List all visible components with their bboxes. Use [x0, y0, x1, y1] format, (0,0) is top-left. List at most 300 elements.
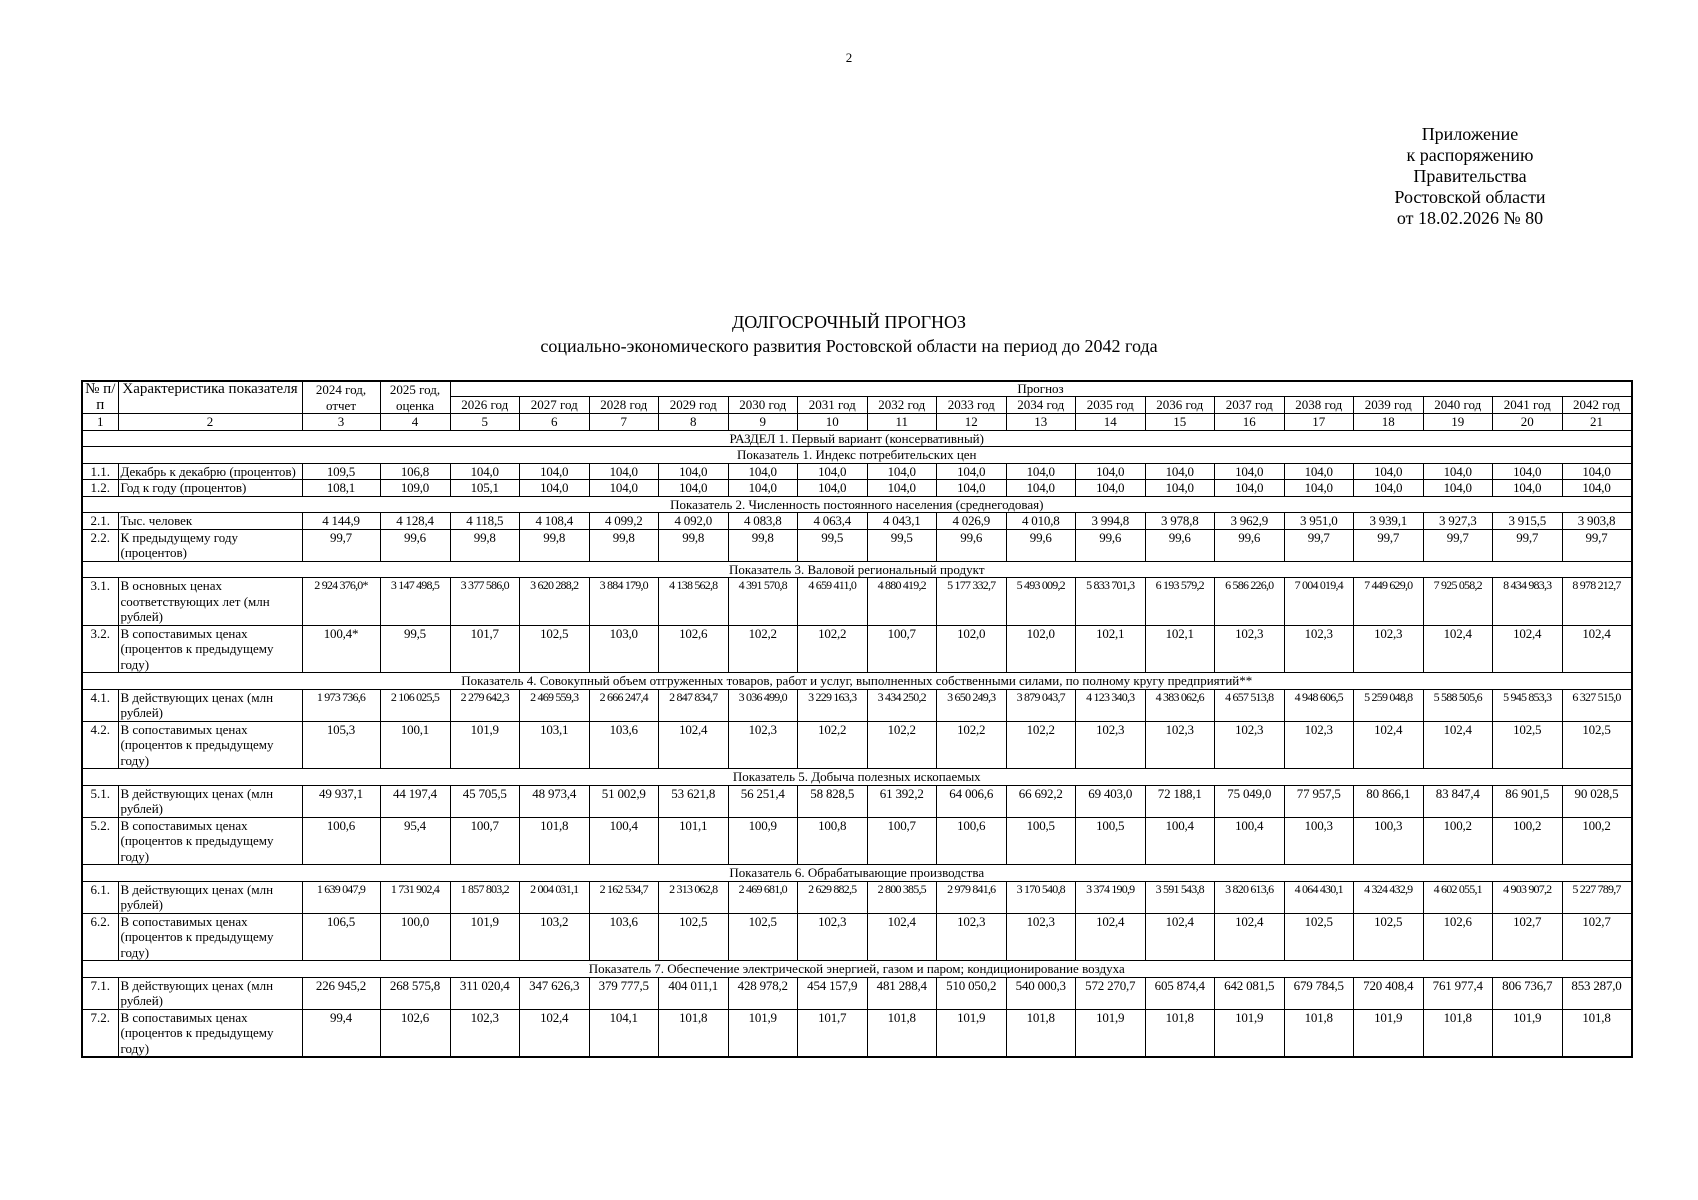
row-number: 7.2. — [82, 1009, 118, 1057]
value-cell: 104,0 — [1493, 480, 1563, 497]
table-row — [82, 977, 1632, 1009]
value-cell: 102,3 — [1145, 721, 1215, 769]
value-cell: 102,2 — [937, 721, 1007, 769]
value-cell: 102,2 — [1006, 721, 1076, 769]
value-cell: 102,3 — [728, 721, 798, 769]
value-cell: 3 879 043,7 — [1006, 689, 1076, 721]
value-cell: 106,8 — [380, 463, 450, 480]
value-cell: 104,0 — [520, 480, 590, 497]
table-row — [82, 625, 1632, 673]
row-label: В действующих ценах (млн рублей) — [118, 977, 302, 1009]
value-cell: 102,4 — [1145, 913, 1215, 961]
value-cell: 5 259 048,8 — [1354, 689, 1424, 721]
value-cell: 454 157,9 — [798, 977, 868, 1009]
section-row — [82, 430, 1632, 447]
value-cell: 1 857 803,2 — [450, 881, 520, 913]
value-cell: 1 731 902,4 — [380, 881, 450, 913]
value-cell: 104,1 — [589, 1009, 659, 1057]
value-cell: 99,8 — [659, 529, 729, 561]
value-cell: 8 434 983,3 — [1493, 578, 1563, 626]
value-cell: 4 108,4 — [520, 513, 590, 530]
value-cell: 4 118,5 — [450, 513, 520, 530]
column-number: 8 — [659, 414, 729, 431]
row-number: 4.1. — [82, 689, 118, 721]
value-cell: 2 004 031,1 — [520, 881, 590, 913]
row-label: В сопоставимых ценах (процентов к предыдущему году) — [118, 1009, 302, 1057]
value-cell: 761 977,4 — [1423, 977, 1493, 1009]
header-year: 2033 год — [937, 397, 1007, 414]
value-cell: 100,4 — [1215, 817, 1285, 865]
value-cell: 572 270,7 — [1076, 977, 1146, 1009]
value-cell: 80 866,1 — [1354, 785, 1424, 817]
value-cell: 4 099,2 — [589, 513, 659, 530]
value-cell: 720 408,4 — [1354, 977, 1424, 1009]
value-cell: 5 833 701,3 — [1076, 578, 1146, 626]
indicator-title: Показатель 1. Индекс потребительских цен — [82, 447, 1632, 464]
column-number: 9 — [728, 414, 798, 431]
value-cell: 4 064 430,1 — [1284, 881, 1354, 913]
value-cell: 99,8 — [520, 529, 590, 561]
value-cell: 102,5 — [728, 913, 798, 961]
value-cell: 226 945,2 — [302, 977, 380, 1009]
value-cell: 99,8 — [450, 529, 520, 561]
value-cell: 102,3 — [450, 1009, 520, 1057]
value-cell: 103,6 — [589, 913, 659, 961]
document-subtitle: социально-экономического развития Ростовской области на период до 2042 года — [540, 336, 1158, 356]
value-cell: 101,7 — [798, 1009, 868, 1057]
value-cell: 104,0 — [1076, 480, 1146, 497]
value-cell: 104,0 — [1354, 463, 1424, 480]
header-year: 2032 год — [867, 397, 937, 414]
value-cell: 75 049,0 — [1215, 785, 1285, 817]
value-cell: 77 957,5 — [1284, 785, 1354, 817]
value-cell: 3 978,8 — [1145, 513, 1215, 530]
value-cell: 101,9 — [1076, 1009, 1146, 1057]
value-cell: 104,0 — [937, 463, 1007, 480]
value-cell: 90 028,5 — [1562, 785, 1632, 817]
row-number: 2.1. — [82, 513, 118, 530]
value-cell: 102,1 — [1076, 625, 1146, 673]
value-cell: 4 138 562,8 — [659, 578, 729, 626]
document-title-block — [0, 310, 1698, 358]
value-cell: 102,3 — [1215, 721, 1285, 769]
header-year: 2030 год — [728, 397, 798, 414]
value-cell: 104,0 — [1284, 463, 1354, 480]
row-label: Год к году (процентов) — [118, 480, 302, 497]
value-cell: 104,0 — [1145, 463, 1215, 480]
value-cell: 4 880 419,2 — [867, 578, 937, 626]
header-year: 2037 год — [1215, 397, 1285, 414]
value-cell: 69 403,0 — [1076, 785, 1146, 817]
value-cell: 1 973 736,6 — [302, 689, 380, 721]
document-title: ДОЛГОСРОЧНЫЙ ПРОГНОЗ — [731, 312, 967, 332]
value-cell: 2 924 376,0* — [302, 578, 380, 626]
value-cell: 5 177 332,7 — [937, 578, 1007, 626]
value-cell: 100,7 — [867, 817, 937, 865]
value-cell: 2 800 385,5 — [867, 881, 937, 913]
indicator-row — [82, 561, 1632, 578]
value-cell: 108,1 — [302, 480, 380, 497]
value-cell: 4 063,4 — [798, 513, 868, 530]
row-label: В действующих ценах (млн рублей) — [118, 689, 302, 721]
indicator-title: Показатель 3. Валовой региональный продукт — [82, 561, 1632, 578]
value-cell: 2 279 642,3 — [450, 689, 520, 721]
value-cell: 4 083,8 — [728, 513, 798, 530]
header-year: 2039 год — [1354, 397, 1424, 414]
value-cell: 102,3 — [1006, 913, 1076, 961]
header-2025: 2025 год, оценка — [380, 381, 450, 414]
appendix-line: от 18.02.2026 № 80 — [1396, 208, 1544, 228]
value-cell: 3 927,3 — [1423, 513, 1493, 530]
appendix-line: Ростовской области — [1394, 187, 1546, 207]
value-cell: 102,5 — [520, 625, 590, 673]
indicator-title: Показатель 2. Численность постоянного населения (среднегодовая) — [82, 496, 1632, 513]
row-label: В сопоставимых ценах (процентов к предыдущему году) — [118, 721, 302, 769]
value-cell: 104,0 — [867, 480, 937, 497]
appendix-line: Приложение — [1421, 124, 1519, 144]
value-cell: 3 650 249,3 — [937, 689, 1007, 721]
appendix-block — [1360, 124, 1580, 229]
value-cell: 4 010,8 — [1006, 513, 1076, 530]
column-number: 1 — [82, 414, 118, 431]
table-row — [82, 529, 1632, 561]
value-cell: 102,5 — [1284, 913, 1354, 961]
value-cell: 540 000,3 — [1006, 977, 1076, 1009]
value-cell: 101,9 — [450, 913, 520, 961]
indicator-row — [82, 496, 1632, 513]
value-cell: 104,0 — [1493, 463, 1563, 480]
header-2024: 2024 год, отчет — [302, 381, 380, 414]
value-cell: 2 162 534,7 — [589, 881, 659, 913]
indicator-row — [82, 769, 1632, 786]
value-cell: 102,3 — [1354, 625, 1424, 673]
row-label: В сопоставимых ценах (процентов к предыдущему году) — [118, 625, 302, 673]
value-cell: 101,9 — [450, 721, 520, 769]
value-cell: 51 002,9 — [589, 785, 659, 817]
header-year: 2038 год — [1284, 397, 1354, 414]
value-cell: 44 197,4 — [380, 785, 450, 817]
header-year: 2031 год — [798, 397, 868, 414]
value-cell: 102,4 — [1354, 721, 1424, 769]
row-number: 1.2. — [82, 480, 118, 497]
value-cell: 104,0 — [1284, 480, 1354, 497]
value-cell: 99,7 — [1284, 529, 1354, 561]
value-cell: 101,9 — [1354, 1009, 1424, 1057]
value-cell: 56 251,4 — [728, 785, 798, 817]
value-cell: 102,4 — [1562, 625, 1632, 673]
value-cell: 102,3 — [798, 913, 868, 961]
indicator-title: Показатель 5. Добыча полезных ископаемых — [82, 769, 1632, 786]
value-cell: 4 123 340,3 — [1076, 689, 1146, 721]
value-cell: 99,8 — [728, 529, 798, 561]
value-cell: 99,7 — [1423, 529, 1493, 561]
value-cell: 5 227 789,7 — [1562, 881, 1632, 913]
value-cell: 1 639 047,9 — [302, 881, 380, 913]
value-cell: 99,7 — [1562, 529, 1632, 561]
value-cell: 102,6 — [1423, 913, 1493, 961]
header-year: 2027 год — [520, 397, 590, 414]
row-number: 6.1. — [82, 881, 118, 913]
value-cell: 102,3 — [937, 913, 1007, 961]
row-label: В основных ценах соответствующих лет (млн рублей) — [118, 578, 302, 626]
header-forecast: Прогноз — [450, 381, 1632, 397]
row-label: К предыдущему году (процентов) — [118, 529, 302, 561]
value-cell: 102,5 — [1354, 913, 1424, 961]
header-year: 2029 год — [659, 397, 729, 414]
header-row — [82, 381, 1632, 397]
table-row — [82, 785, 1632, 817]
value-cell: 853 287,0 — [1562, 977, 1632, 1009]
value-cell: 102,0 — [937, 625, 1007, 673]
header-year: 2035 год — [1076, 397, 1146, 414]
value-cell: 3 884 179,0 — [589, 578, 659, 626]
value-cell: 3 962,9 — [1215, 513, 1285, 530]
value-cell: 104,0 — [1076, 463, 1146, 480]
table-row — [82, 1009, 1632, 1057]
value-cell: 104,0 — [520, 463, 590, 480]
table-row — [82, 480, 1632, 497]
value-cell: 3 036 499,0 — [728, 689, 798, 721]
value-cell: 104,0 — [1354, 480, 1424, 497]
value-cell: 99,6 — [1076, 529, 1146, 561]
value-cell: 106,5 — [302, 913, 380, 961]
value-cell: 99,8 — [589, 529, 659, 561]
value-cell: 100,0 — [380, 913, 450, 961]
indicator-row — [82, 865, 1632, 882]
value-cell: 679 784,5 — [1284, 977, 1354, 1009]
value-cell: 311 020,4 — [450, 977, 520, 1009]
value-cell: 49 937,1 — [302, 785, 380, 817]
value-cell: 100,5 — [1076, 817, 1146, 865]
value-cell: 3 951,0 — [1284, 513, 1354, 530]
value-cell: 3 820 613,6 — [1215, 881, 1285, 913]
column-number: 7 — [589, 414, 659, 431]
value-cell: 104,0 — [867, 463, 937, 480]
value-cell: 101,8 — [520, 817, 590, 865]
value-cell: 100,6 — [302, 817, 380, 865]
value-cell: 102,6 — [380, 1009, 450, 1057]
value-cell: 6 586 226,0 — [1215, 578, 1285, 626]
row-label: В сопоставимых ценах (процентов к предыдущему году) — [118, 817, 302, 865]
value-cell: 100,9 — [728, 817, 798, 865]
value-cell: 2 106 025,5 — [380, 689, 450, 721]
header-year: 2028 год — [589, 397, 659, 414]
indicator-title: Показатель 6. Обрабатывающие производства — [82, 865, 1632, 882]
value-cell: 2 469 681,0 — [728, 881, 798, 913]
value-cell: 105,1 — [450, 480, 520, 497]
value-cell: 5 588 505,6 — [1423, 689, 1493, 721]
column-number: 2 — [118, 414, 302, 431]
value-cell: 102,0 — [1006, 625, 1076, 673]
value-cell: 95,4 — [380, 817, 450, 865]
value-cell: 3 915,5 — [1493, 513, 1563, 530]
value-cell: 103,2 — [520, 913, 590, 961]
value-cell: 3 147 498,5 — [380, 578, 450, 626]
row-number: 2.2. — [82, 529, 118, 561]
table-row — [82, 513, 1632, 530]
value-cell: 100,1 — [380, 721, 450, 769]
value-cell: 101,9 — [1493, 1009, 1563, 1057]
column-number: 11 — [867, 414, 937, 431]
value-cell: 86 901,5 — [1493, 785, 1563, 817]
value-cell: 104,0 — [728, 463, 798, 480]
value-cell: 102,5 — [659, 913, 729, 961]
value-cell: 4 092,0 — [659, 513, 729, 530]
row-number: 5.2. — [82, 817, 118, 865]
value-cell: 2 313 062,8 — [659, 881, 729, 913]
row-label: В действующих ценах (млн рублей) — [118, 785, 302, 817]
value-cell: 3 591 543,8 — [1145, 881, 1215, 913]
value-cell: 103,6 — [589, 721, 659, 769]
header-name: Характеристика показателя — [118, 381, 302, 414]
value-cell: 347 626,3 — [520, 977, 590, 1009]
header-year: 2042 год — [1562, 397, 1632, 414]
value-cell: 101,8 — [1423, 1009, 1493, 1057]
value-cell: 2 847 834,7 — [659, 689, 729, 721]
value-cell: 4 128,4 — [380, 513, 450, 530]
value-cell: 104,0 — [1006, 463, 1076, 480]
value-cell: 99,7 — [1493, 529, 1563, 561]
value-cell: 428 978,2 — [728, 977, 798, 1009]
column-number: 19 — [1423, 414, 1493, 431]
value-cell: 102,2 — [728, 625, 798, 673]
value-cell: 104,0 — [1423, 463, 1493, 480]
value-cell: 102,4 — [659, 721, 729, 769]
value-cell: 2 469 559,3 — [520, 689, 590, 721]
value-cell: 102,2 — [867, 721, 937, 769]
value-cell: 6 327 515,0 — [1562, 689, 1632, 721]
value-cell: 4 657 513,8 — [1215, 689, 1285, 721]
value-cell: 102,4 — [1423, 625, 1493, 673]
header-year: 2036 год — [1145, 397, 1215, 414]
value-cell: 66 692,2 — [1006, 785, 1076, 817]
value-cell: 3 170 540,8 — [1006, 881, 1076, 913]
value-cell: 104,0 — [1562, 463, 1632, 480]
value-cell: 4 043,1 — [867, 513, 937, 530]
value-cell: 104,0 — [798, 480, 868, 497]
value-cell: 100,4* — [302, 625, 380, 673]
indicator-row — [82, 447, 1632, 464]
value-cell: 101,8 — [659, 1009, 729, 1057]
value-cell: 100,4 — [1145, 817, 1215, 865]
value-cell: 61 392,2 — [867, 785, 937, 817]
value-cell: 3 434 250,2 — [867, 689, 937, 721]
table-row — [82, 881, 1632, 913]
value-cell: 100,2 — [1493, 817, 1563, 865]
row-label: Декабрь к декабрю (процентов) — [118, 463, 302, 480]
value-cell: 101,9 — [728, 1009, 798, 1057]
value-cell: 104,0 — [1006, 480, 1076, 497]
page-number: 2 — [845, 50, 853, 65]
header-year: 2040 год — [1423, 397, 1493, 414]
value-cell: 104,0 — [659, 463, 729, 480]
value-cell: 48 973,4 — [520, 785, 590, 817]
column-number: 15 — [1145, 414, 1215, 431]
value-cell: 3 229 163,3 — [798, 689, 868, 721]
value-cell: 102,2 — [798, 721, 868, 769]
value-cell: 100,2 — [1562, 817, 1632, 865]
value-cell: 104,0 — [659, 480, 729, 497]
table-row — [82, 463, 1632, 480]
value-cell: 5 945 853,3 — [1493, 689, 1563, 721]
appendix-line: к распоряжению — [1406, 145, 1534, 165]
value-cell: 101,8 — [1006, 1009, 1076, 1057]
column-number: 3 — [302, 414, 380, 431]
value-cell: 4 602 055,1 — [1423, 881, 1493, 913]
row-number: 5.1. — [82, 785, 118, 817]
column-number: 16 — [1215, 414, 1285, 431]
indicator-title: Показатель 7. Обеспечение электрической энергией, газом и паром; кондиционирование воздуха — [82, 961, 1632, 978]
column-numbers-row — [82, 414, 1632, 431]
value-cell: 99,6 — [1145, 529, 1215, 561]
value-cell: 5 493 009,2 — [1006, 578, 1076, 626]
header-year: 2026 год — [450, 397, 520, 414]
value-cell: 4 324 432,9 — [1354, 881, 1424, 913]
value-cell: 104,0 — [1215, 463, 1285, 480]
row-label: В сопоставимых ценах (процентов к предыдущему году) — [118, 913, 302, 961]
value-cell: 99,7 — [302, 529, 380, 561]
value-cell: 99,6 — [937, 529, 1007, 561]
value-cell: 102,3 — [1284, 721, 1354, 769]
value-cell: 101,8 — [1145, 1009, 1215, 1057]
value-cell: 103,1 — [520, 721, 590, 769]
value-cell: 2 629 882,5 — [798, 881, 868, 913]
value-cell: 102,4 — [1423, 721, 1493, 769]
value-cell: 104,0 — [1562, 480, 1632, 497]
value-cell: 101,9 — [1215, 1009, 1285, 1057]
value-cell: 102,4 — [520, 1009, 590, 1057]
value-cell: 101,7 — [450, 625, 520, 673]
value-cell: 58 828,5 — [798, 785, 868, 817]
value-cell: 104,0 — [728, 480, 798, 497]
value-cell: 99,6 — [380, 529, 450, 561]
value-cell: 642 081,5 — [1215, 977, 1285, 1009]
value-cell: 100,5 — [1006, 817, 1076, 865]
column-number: 13 — [1006, 414, 1076, 431]
value-cell: 104,0 — [937, 480, 1007, 497]
value-cell: 7 004 019,4 — [1284, 578, 1354, 626]
value-cell: 6 193 579,2 — [1145, 578, 1215, 626]
value-cell: 379 777,5 — [589, 977, 659, 1009]
value-cell: 102,4 — [1076, 913, 1146, 961]
value-cell: 99,5 — [867, 529, 937, 561]
value-cell: 104,0 — [1423, 480, 1493, 497]
value-cell: 3 377 586,0 — [450, 578, 520, 626]
value-cell: 103,0 — [589, 625, 659, 673]
value-cell: 100,8 — [798, 817, 868, 865]
column-number: 5 — [450, 414, 520, 431]
table-row — [82, 817, 1632, 865]
value-cell: 102,4 — [1215, 913, 1285, 961]
value-cell: 99,6 — [1006, 529, 1076, 561]
value-cell: 104,0 — [798, 463, 868, 480]
value-cell: 99,5 — [798, 529, 868, 561]
column-number: 6 — [520, 414, 590, 431]
column-number: 20 — [1493, 414, 1563, 431]
value-cell: 99,5 — [380, 625, 450, 673]
value-cell: 100,3 — [1284, 817, 1354, 865]
value-cell: 4 026,9 — [937, 513, 1007, 530]
row-number: 3.2. — [82, 625, 118, 673]
value-cell: 100,6 — [937, 817, 1007, 865]
value-cell: 7 925 058,2 — [1423, 578, 1493, 626]
value-cell: 268 575,8 — [380, 977, 450, 1009]
value-cell: 104,0 — [589, 463, 659, 480]
value-cell: 102,7 — [1562, 913, 1632, 961]
value-cell: 72 188,1 — [1145, 785, 1215, 817]
value-cell: 101,8 — [1562, 1009, 1632, 1057]
table-row — [82, 721, 1632, 769]
